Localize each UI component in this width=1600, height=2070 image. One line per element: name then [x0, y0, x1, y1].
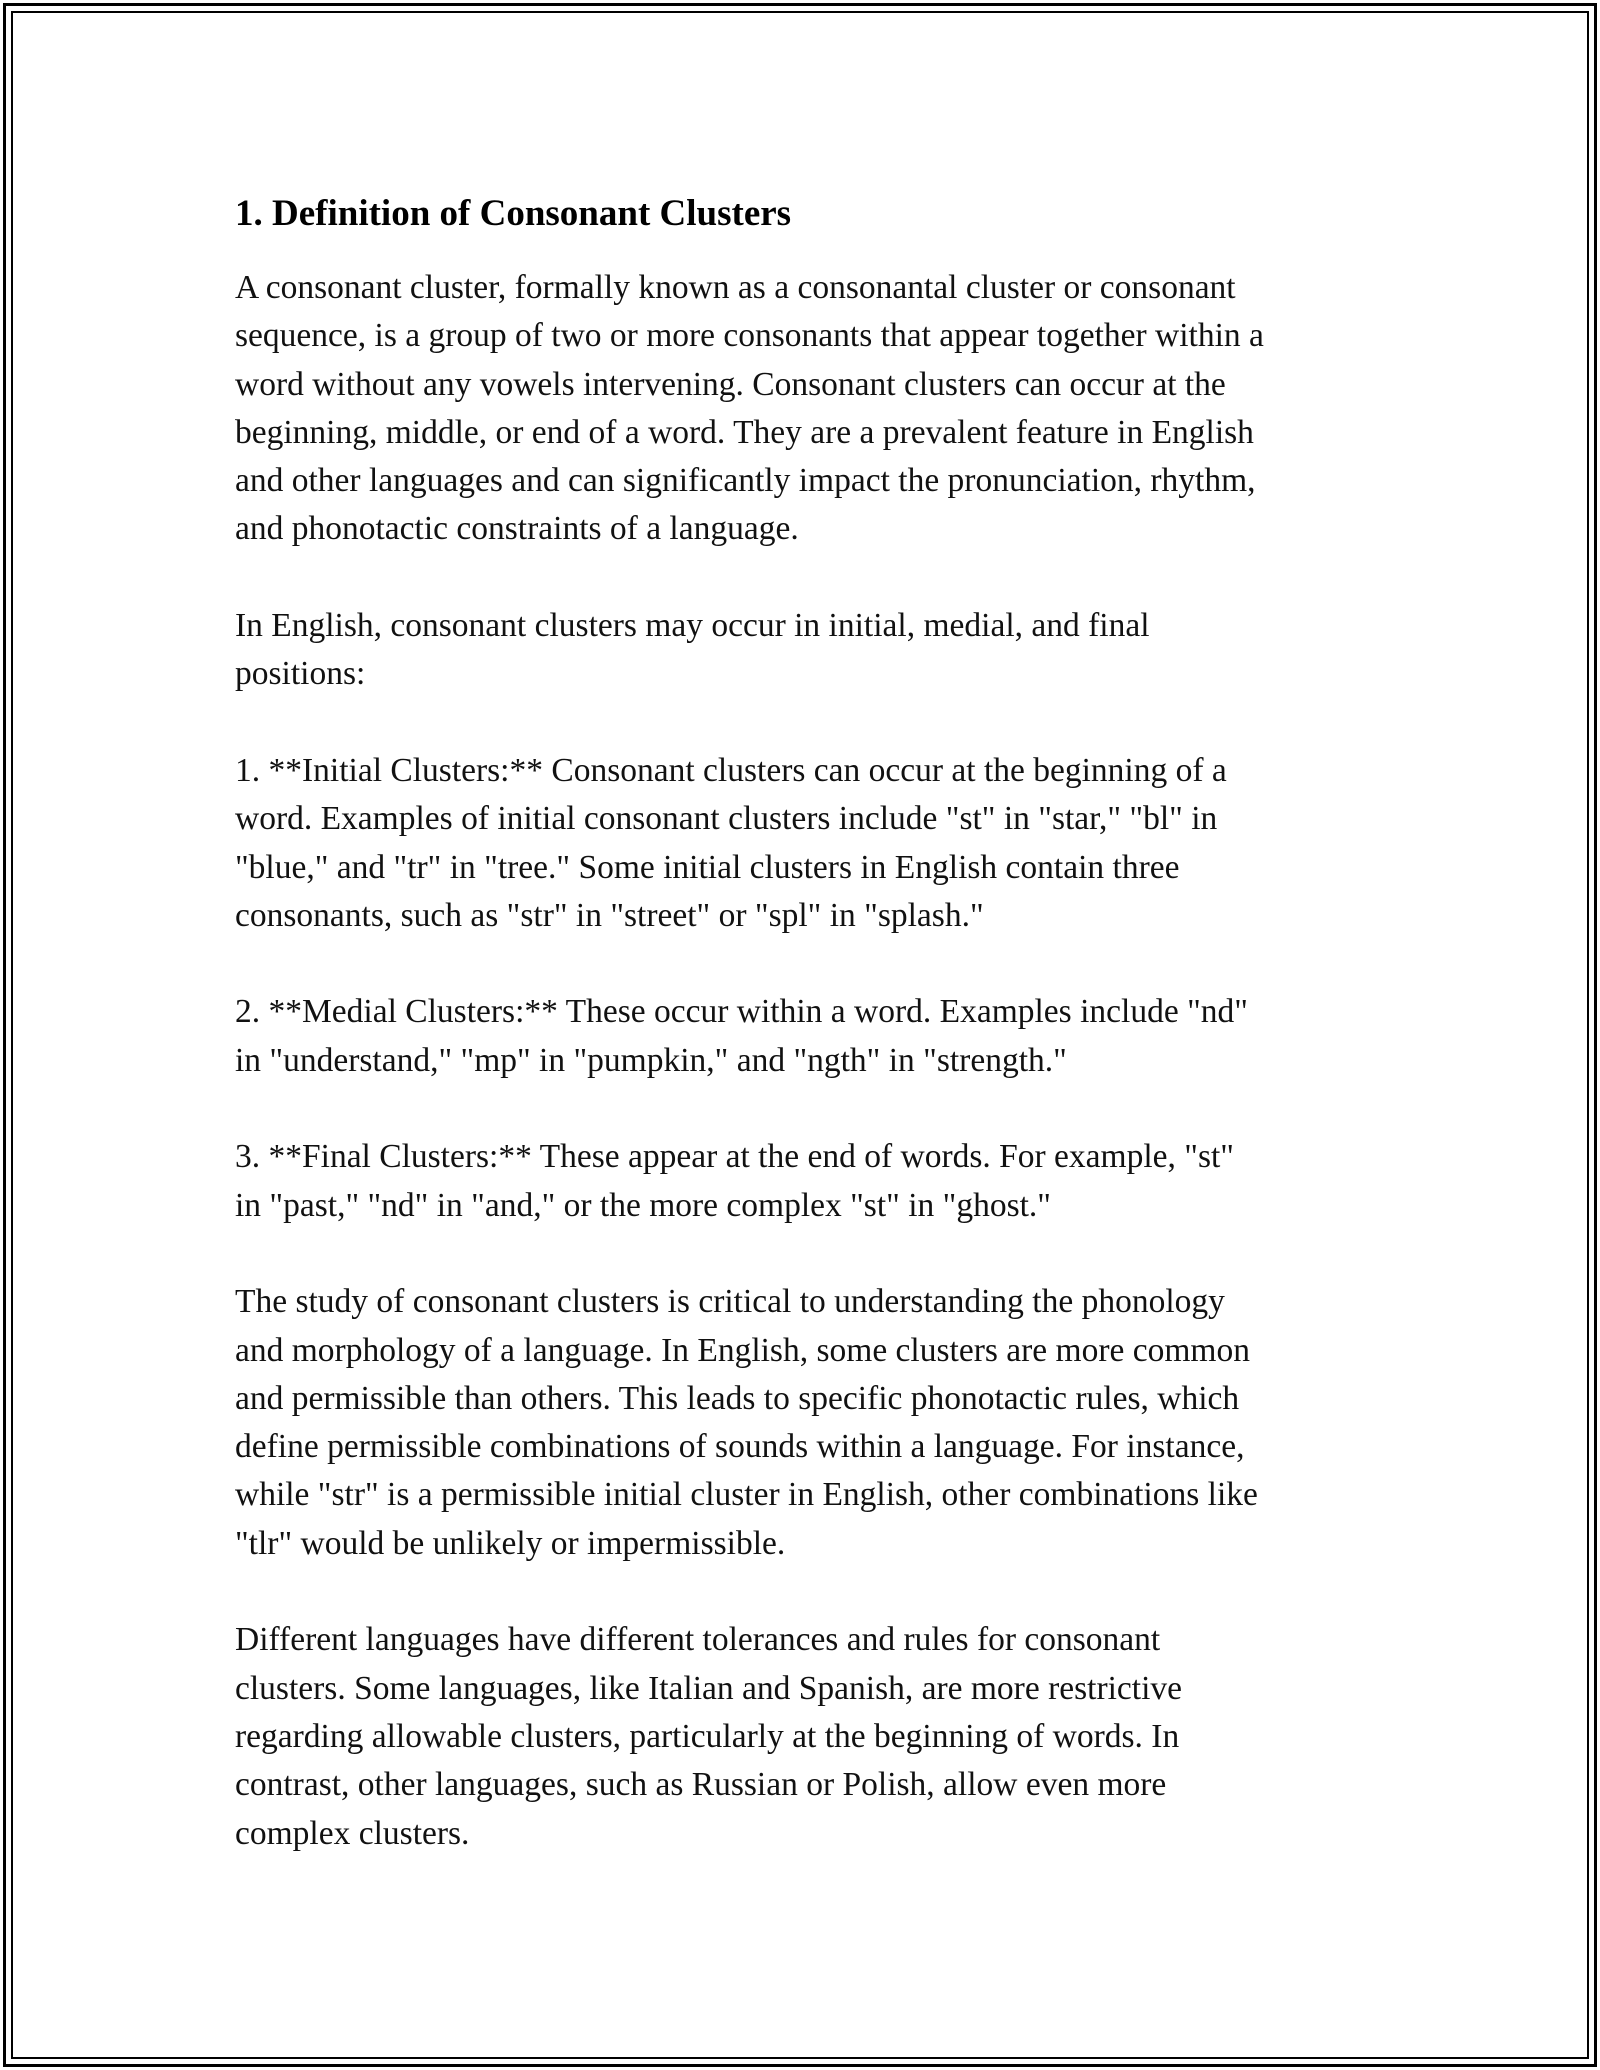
paragraph-positions-intro: In English, consonant clusters may occur in initial, medial, and final positions: [235, 607, 1150, 693]
paragraph-initial-clusters: 1. **Initial Clusters:** Consonant clusters can occur at the beginning of a word. Examples of initial consonant clusters include "st" in "star," "bl" in "blue," and "tr" in "tree." Some initial clusters in English contain three consonants, such as "str" in "street" or "spl" in "splash." [235, 751, 1227, 934]
paragraph-languages: Different languages have different tolerances and rules for consonant clusters. Some languages, like Italian and Spanish, are more restrictive regarding allowable clusters, particularly at the beginning of words. In contrast, other languages, such as Russian or Polish, allow even more complex clusters. [235, 1621, 1183, 1852]
document-body [235, 188, 1375, 1858]
paragraph-final-clusters: 3. **Final Clusters:** These appear at the end of words. For example, "st" in "past," "nd" in "and," or the more complex "st" in "ghost." [235, 1138, 1234, 1224]
paragraph-medial-clusters: 2. **Medial Clusters:** These occur within a word. Examples include "nd" in "understand," "mp" in "pumpkin," and "ngth" in "strength." [235, 993, 1248, 1079]
paragraph-definition: A consonant cluster, formally known as a consonantal cluster or consonant sequence, is a group of two or more consonants that appear together within a word without any vowels intervening. Consonant clusters can occur at the beginning, middle, or end of a word. They are a prevalent feature in English and other languages and can significantly impact the pronunciation, rhythm, and phonotactic constraints of a language. [235, 269, 1264, 548]
section-heading: 1. Definition of Consonant Clusters [235, 193, 792, 234]
paragraph-phonology: The study of consonant clusters is critical to understanding the phonology and morphology of a language. In English, some clusters are more common and permissible than others. This leads to specific phonotactic rules, which define permissible combinations of sounds within a language. For instance, while "str" is a permissible initial cluster in English, other combinations like "tlr" would be unlikely or impermissible. [235, 1283, 1258, 1562]
